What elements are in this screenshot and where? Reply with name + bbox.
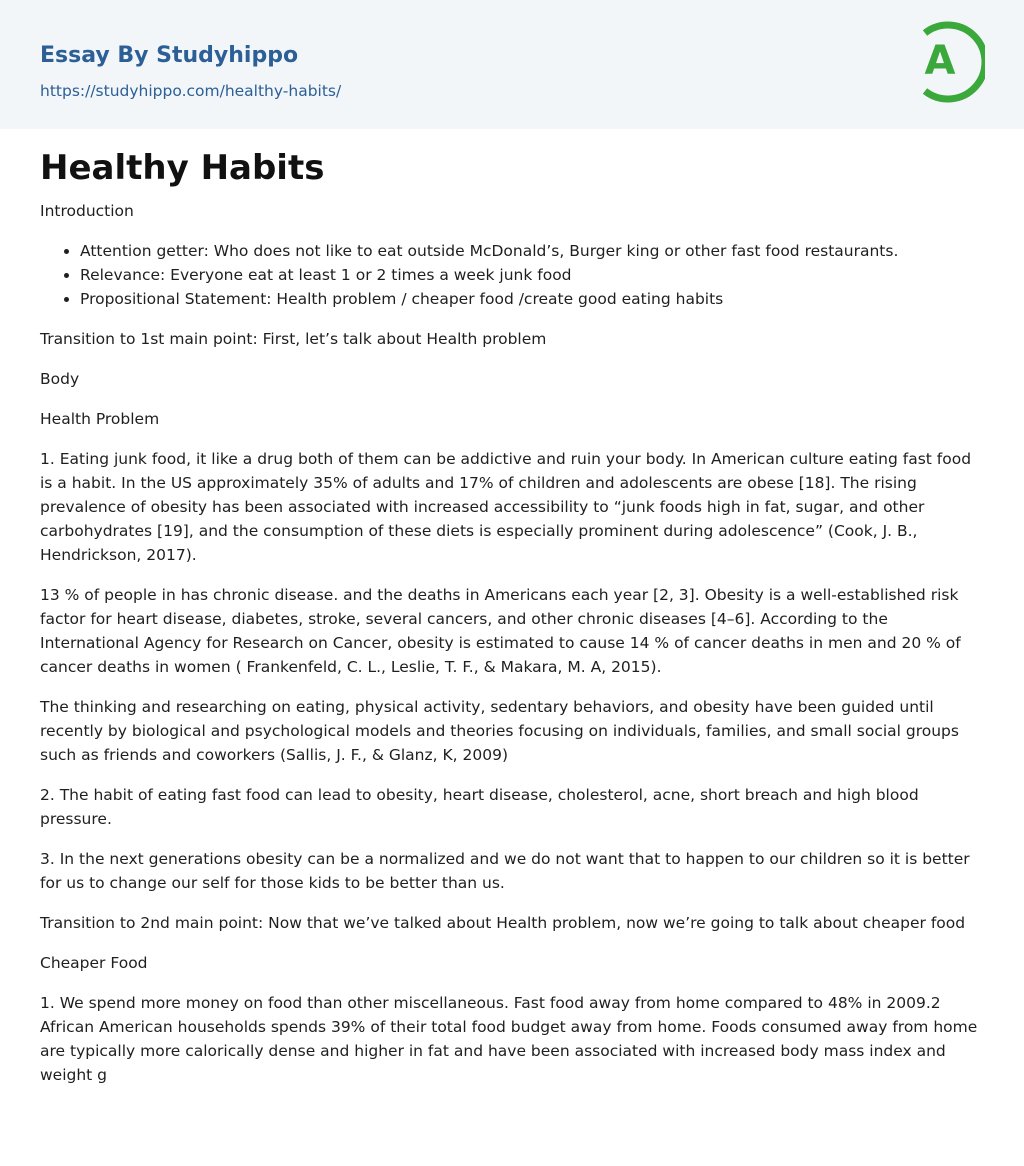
paragraph: Cheaper Food — [40, 954, 148, 972]
site-header — [0, 0, 1024, 129]
paragraph: 13 % of people in has chronic disease. and the deaths in Americans each year [2, 3]. Obesity is a well-established risk factor for heart disease, diabetes, stroke, several cancers, and other chronic diseases [4–6]. According to the International Agency for Research on Cancer, obesity is estimated to cause 14 % of cancer deaths in men and 20 % of cancer deaths in women ( Frankenfeld, C. L., Leslie, T. F., & Makara, M. A, 2015). — [40, 586, 961, 676]
essay-body — [0, 129, 1024, 1087]
brand-title: Essay By Studyhippo — [40, 43, 299, 68]
paragraph: 1. Eating junk food, it like a drug both of them can be addictive and ruin your body. In American culture eating fast food is a habit. In the US approximately 35% of adults and 17% of children and adolescents are obese [18]. The rising prevalence of obesity has been associated with increased accessibility to “junk foods high in fat, sugar, and other carbohydrates [19], and the consumption of these diets is especially prominent during adolescence” (Cook, J. B., Hendrickson, 2017). — [40, 450, 972, 564]
list-item: • Propositional Statement: Health problem / cheaper food /create good eating habits — [80, 287, 984, 311]
paragraph: Health Problem — [40, 410, 160, 428]
paragraph: Transition to 1st main point: First, let’s talk about Health problem — [40, 330, 547, 348]
intro-heading: Introduction — [40, 202, 134, 220]
intro-list — [40, 239, 984, 311]
paragraph: 1. We spend more money on food than other miscellaneous. Fast food away from home compared to 48% in 2009.2 African American households spends 39% of their total food budget away from home. Foods consumed away from home are typically more calorically dense and higher in fat and have been associated with increased body mass index and weight g — [40, 994, 978, 1084]
paragraph: Body — [40, 370, 80, 388]
page-title: Healthy Habits — [40, 148, 325, 188]
logo-letter: A — [924, 38, 956, 84]
paragraph: 3. In the next generations obesity can be a normalized and we do not want that to happen to our children so it is better for us to change our self for those kids to be better than us. — [40, 850, 970, 892]
list-item: • Attention getter: Who does not like to eat outside McDonald’s, Burger king or other fast food restaurants. — [80, 239, 984, 263]
studyhippo-logo[interactable] — [913, 19, 985, 105]
paragraph: The thinking and researching on eating, physical activity, sedentary behaviors, and obesity have been guided until recently by biological and psychological models and theories focusing on individuals, families, and small social groups such as friends and coworkers (Sallis, J. F., & Glanz, K, 2009) — [40, 698, 959, 764]
essay-url-link[interactable]: https://studyhippo.com/healthy-habits/ — [40, 82, 342, 100]
list-item: • Relevance: Everyone eat at least 1 or 2 times a week junk food — [80, 263, 984, 287]
paragraph: Transition to 2nd main point: Now that we’ve talked about Health problem, now we’re going to talk about cheaper food — [40, 914, 966, 932]
paragraph: 2. The habit of eating fast food can lead to obesity, heart disease, cholesterol, acne, short breach and high blood pressure. — [40, 786, 919, 828]
